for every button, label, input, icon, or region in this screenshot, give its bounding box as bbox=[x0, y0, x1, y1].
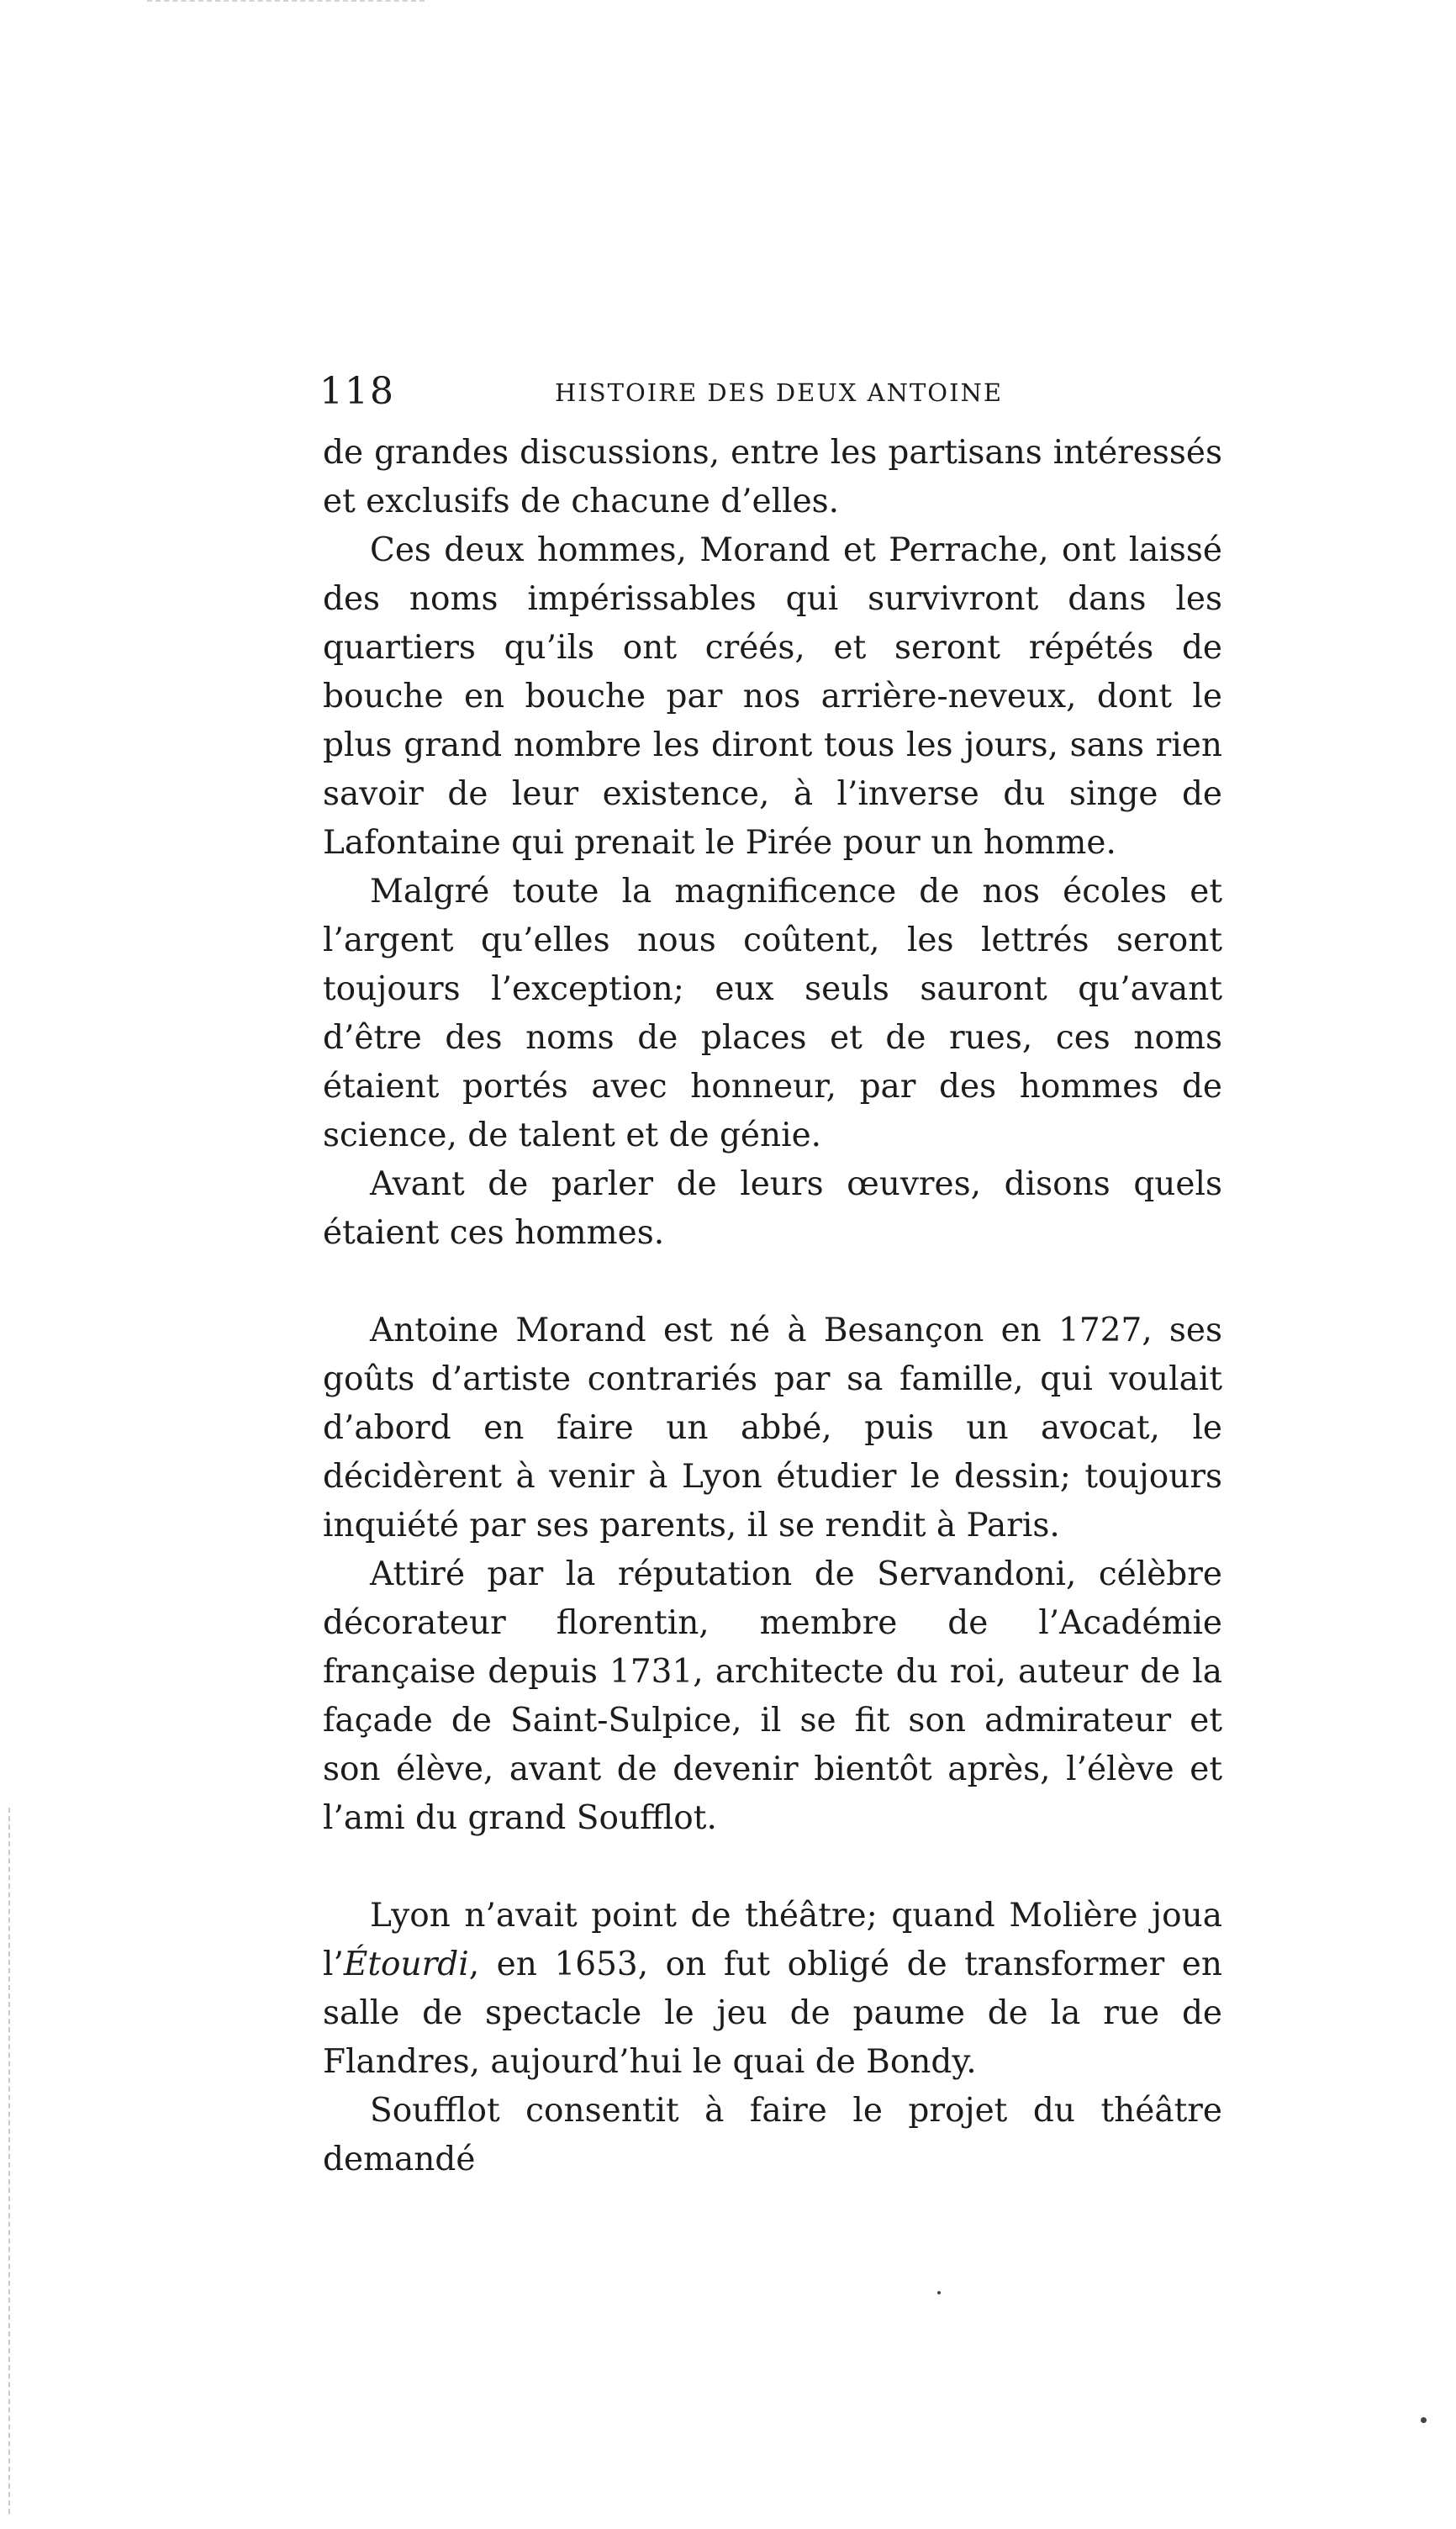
paragraph-7-end: , en 1653, on fut obligé de transformer en salle de spectacle le jeu de paume de la rue de Flandres, aujourd’hui le quai de Bondy. bbox=[323, 1946, 1222, 2081]
paragraph-7 bbox=[323, 1892, 1222, 2087]
scan-edge-marks bbox=[147, 0, 425, 2]
section-gap bbox=[323, 1258, 1222, 1307]
paragraph-7-start: Lyon n’avait point de théâtre; quand Molière joua l’ bbox=[323, 1897, 1222, 1983]
scan-speck bbox=[937, 2291, 941, 2294]
paragraph-2: Ces deux hommes, Morand et Perrache, ont laissé des noms impérissables qui survivront dans les quartiers qu’ils ont créés, et seront répétés de bouche en bouche par nos arrière-neveux, dont le plus grand nombre les diront tous les jours, sans rien savoir de leur existence, à l’inverse du singe de Lafontaine qui prenait le Pirée pour un homme. bbox=[323, 531, 1222, 862]
paragraph-1: de grandes discussions, entre les partisans intéressés et exclusifs de chacune d’elles. bbox=[323, 434, 1222, 520]
paragraph-8: Soufflot consentit à faire le projet du théâtre demandé bbox=[323, 2092, 1222, 2178]
paragraph-4: Avant de parler de leurs œuvres, disons quels étaient ces hommes. bbox=[323, 1165, 1222, 1252]
body-text bbox=[323, 429, 1222, 2184]
section-gap bbox=[323, 1843, 1222, 1892]
paragraph-6: Attiré par la réputation de Servandoni, célèbre décorateur florentin, membre de l’Académie française depuis 1731, architecte du roi, auteur de la façade de Saint-Sulpice, il se fit son admirateur et son élève, avant de devenir bientôt après, l’élève et l’ami du grand Soufflot. bbox=[323, 1555, 1222, 1837]
paragraph-5: Antoine Morand est né à Besançon en 1727, ses goûts d’artiste contrariés par sa famille, qui voulait d’abord en faire un abbé, puis un avocat, le décidèrent à venir à Lyon étudier le dessin; toujours inquiété par ses parents, il se rendit à Paris. bbox=[323, 1312, 1222, 1544]
scan-speck bbox=[1421, 2417, 1427, 2423]
scan-margin-mark bbox=[8, 1808, 10, 2514]
page-header bbox=[319, 370, 1219, 420]
page-number: 118 bbox=[319, 370, 395, 413]
play-title: Étourdi bbox=[343, 1946, 469, 1983]
paragraph-3: Malgré toute la magnificence de nos écoles et l’argent qu’elles nous coûtent, les lettrés seront toujours l’exception; eux seuls sauront qu’avant d’être des noms de places et de rues, ces noms étaient portés avec honneur, par des hommes de science, de talent et de génie. bbox=[323, 873, 1222, 1154]
running-title: HISTOIRE DES DEUX ANTOINE bbox=[555, 378, 1004, 407]
